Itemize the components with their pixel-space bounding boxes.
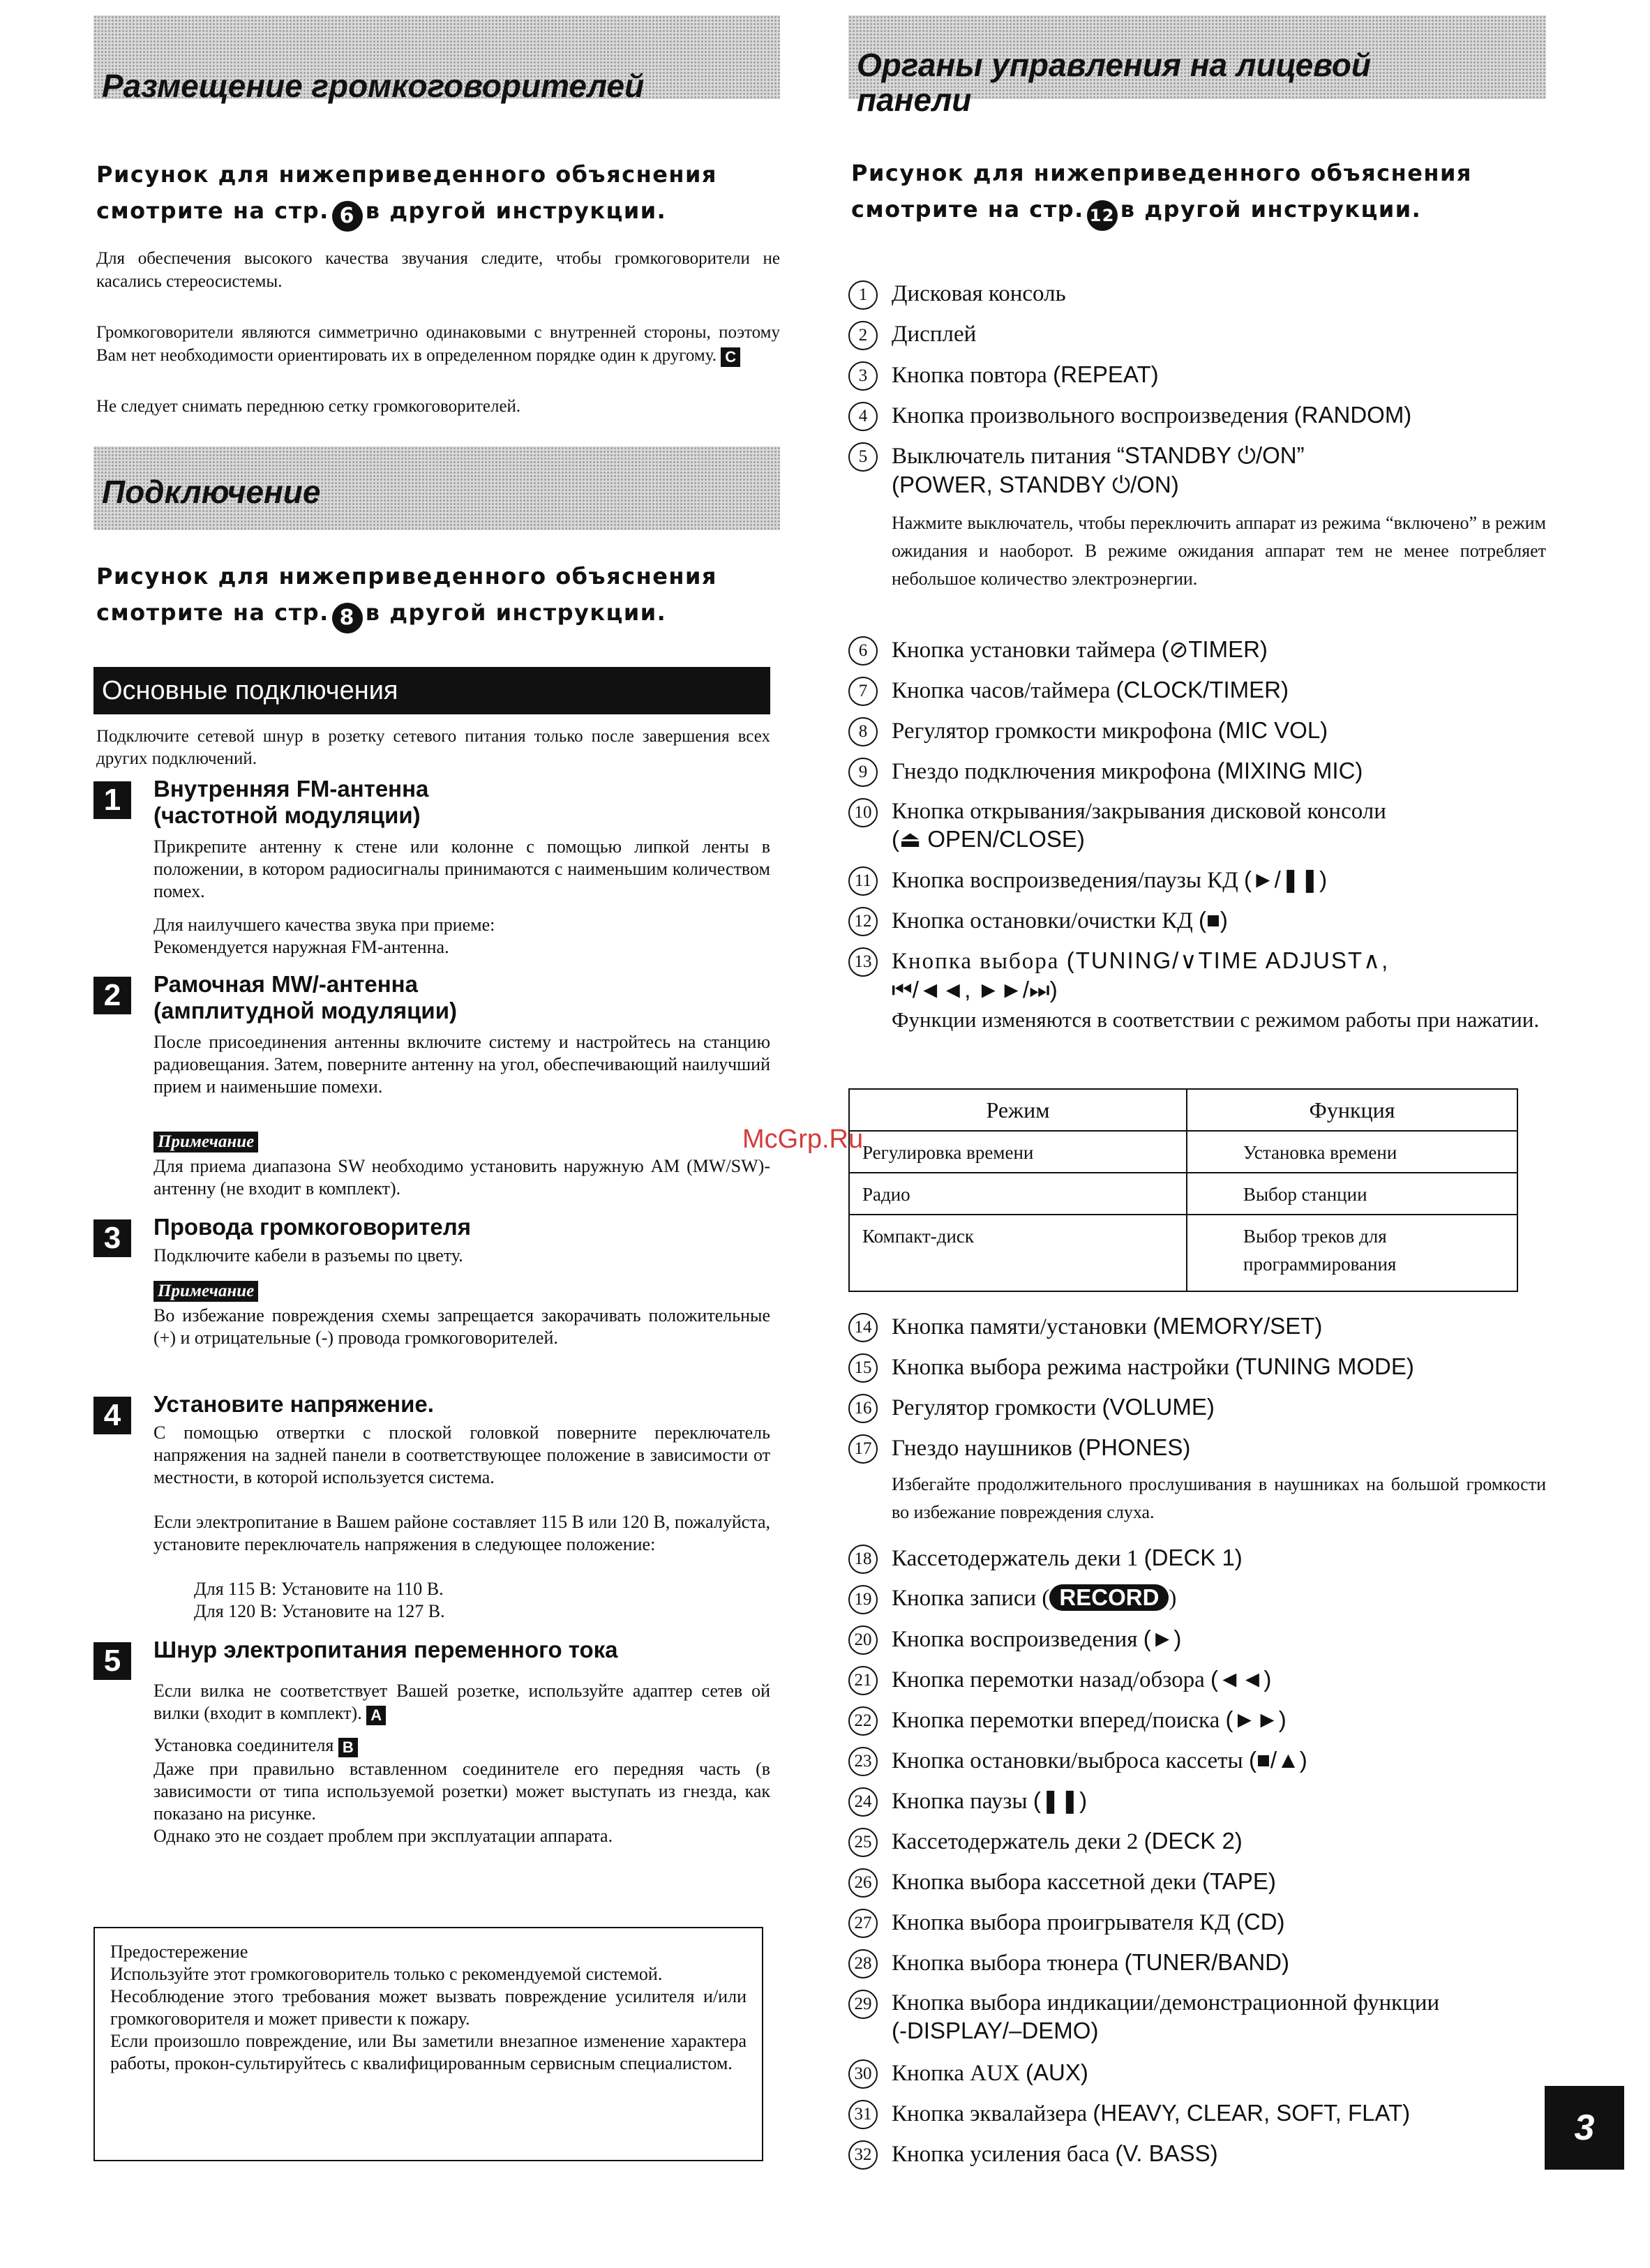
step-body: Прикрепите антенну к стене или колонне с помощью липкой ленты в положении, в котором радиосигналы принимаются с наименьшим количеством помех. xyxy=(153,836,770,901)
item-label-en: (CLOCK/TIMER) xyxy=(1116,677,1289,703)
item-number: 20 xyxy=(848,1625,878,1655)
section-heading-controls xyxy=(848,15,1546,118)
item-number: 26 xyxy=(848,1868,878,1898)
lead-line: Рисунок для нижеприведенного объяснения xyxy=(96,161,717,188)
step-title: Установите напряжение. xyxy=(153,1391,434,1417)
item-label xyxy=(892,946,1546,976)
item-number: 9 xyxy=(848,758,878,787)
control-item xyxy=(848,797,1546,859)
step-title: Провода громкоговорителя xyxy=(153,1214,472,1240)
item-label-en: (►/❚❚) xyxy=(1244,866,1328,892)
item-label-ru: Кнопка памяти/установки xyxy=(892,1314,1147,1339)
page-number-badge: 12 xyxy=(1087,200,1118,231)
warning-box xyxy=(93,1927,763,2161)
item-label-ru: Кнопка произвольного воспроизведения xyxy=(892,403,1289,428)
item-label-en: (►) xyxy=(1143,1625,1182,1651)
item-label-en: (DECK 2) xyxy=(1143,1828,1243,1854)
figure-reference xyxy=(96,558,787,633)
item-label-ru: Кнопка эквалайзера xyxy=(892,2101,1088,2126)
item-label-ru: Кнопка установки таймера xyxy=(892,638,1156,663)
item-number: 31 xyxy=(848,2100,878,2129)
item-label xyxy=(892,1826,1546,1856)
item-label-en: (CD) xyxy=(1236,1909,1285,1935)
table-row xyxy=(849,1173,1517,1215)
control-item xyxy=(848,1312,1546,1345)
mode-function-table xyxy=(848,1088,1518,1292)
control-item xyxy=(848,1705,1546,1738)
item-label-ru: Кнопка паузы xyxy=(892,1789,1028,1814)
control-item xyxy=(848,2058,1546,2091)
control-item xyxy=(848,1352,1546,1385)
table-header: Функция xyxy=(1187,1089,1517,1131)
step-4 xyxy=(93,1391,770,1621)
item-label xyxy=(892,865,1546,895)
item-label xyxy=(892,360,1546,390)
item-number: 22 xyxy=(848,1706,878,1736)
item-label xyxy=(892,675,1546,705)
item-label-en: (TUNING MODE) xyxy=(1235,1353,1414,1379)
warning-text: Несоблюдение этого требования может вызвать повреждение усилителя и/или громкоговорителя и может привести к пожару. xyxy=(110,1986,747,2029)
item-label-ru: Кнопка усиления баса xyxy=(892,2142,1110,2167)
item-label-en: (⊘TIMER) xyxy=(1161,636,1268,662)
item-label-ru: Кнопка воспроизведения/паузы КД xyxy=(892,868,1238,893)
step-body xyxy=(153,1680,770,1725)
section-title: Органы управления на лицевой панели xyxy=(857,47,1371,118)
step-body: Даже при правильно вставленном соединителе его передняя часть (в зависимости от типа используемой розетки) может выступать из гнезда, как показано на рисунке. xyxy=(153,1759,770,1824)
control-item xyxy=(848,1543,1546,1577)
lead-text: смотрите на стр. xyxy=(851,196,1084,223)
step-body: Однако это не создает проблем при эксплуатации аппарата. xyxy=(153,1826,613,1846)
step-title: Рамочная MW/-антенна (амплитудной модуляции) xyxy=(153,971,457,1023)
table-row xyxy=(849,1215,1517,1291)
lead-text: в другой инструкции. xyxy=(1120,196,1422,223)
item-label xyxy=(892,1352,1546,1382)
item-label-en: (AUX) xyxy=(1026,2059,1088,2085)
item-label-en: (TUNER/BAND) xyxy=(1124,1949,1289,1975)
control-item xyxy=(848,279,1546,313)
paragraph: Подключите сетевой шнур в розетку сетевого питания только после завершения всех других подключений. xyxy=(96,727,770,768)
item-label-ru: Кнопка записи xyxy=(892,1586,1037,1611)
paragraph-text: Громкоговорители являются симметрично одинаковыми с внутренней стороны, поэтому Вам нет необходимости ориентировать их в определенном порядке один к другому. xyxy=(96,323,780,365)
step-note: Для приема диапазона SW необходимо установить наружную AM (MW/SW)-антенну (не входит в комплект). xyxy=(153,1156,770,1199)
item-label-ru: Кнопка AUX xyxy=(892,2061,1020,2086)
item-label-ru: Кассетодержатель деки 2 xyxy=(892,1829,1139,1854)
item-label: Кнопка открывания/закрывания дисковой консоли xyxy=(892,799,1386,824)
table-cell: Радио xyxy=(849,1173,1187,1215)
item-number: 5 xyxy=(848,442,878,472)
control-item xyxy=(848,1907,1546,1941)
item-label-en: (◄◄) xyxy=(1210,1666,1272,1692)
item-label xyxy=(892,1705,1546,1735)
control-item xyxy=(848,320,1546,353)
step-2 xyxy=(93,971,770,1201)
item-label-ru: Кнопка перемотки вперед/поиска xyxy=(892,1708,1220,1733)
item-label-ru: Кнопка остановки/выброса кассеты xyxy=(892,1748,1243,1773)
warning-text: Если произошло повреждение, или Вы заметили внезапное изменение характера работы, прокон-сультируйтесь с квалифицированным сервисным специалистом. xyxy=(110,2031,747,2073)
item-label-en: “STANDBY ⏻/ON” xyxy=(1116,442,1305,468)
item-label-en: (PHONES) xyxy=(1078,1434,1191,1460)
item-number: 13 xyxy=(848,947,878,977)
item-number: 11 xyxy=(848,866,878,896)
control-item xyxy=(848,1665,1546,1698)
item-label-ru: Регулятор громкости xyxy=(892,1395,1097,1420)
table-cell: Компакт-диск xyxy=(849,1215,1187,1291)
item-number: 8 xyxy=(848,717,878,746)
item-label-ru: Регулятор громкости микрофона xyxy=(892,719,1213,744)
item-label-en: (■/▲) xyxy=(1248,1747,1307,1773)
item-label-ru: Кассетодержатель деки 1 xyxy=(892,1546,1139,1571)
item-label-ru: Кнопка выбора проигрывателя КД xyxy=(892,1910,1231,1935)
control-item xyxy=(848,675,1546,709)
item-label-ru: Гнездо наушников xyxy=(892,1436,1072,1461)
control-item xyxy=(848,716,1546,749)
control-item xyxy=(848,1392,1546,1426)
step-number: 3 xyxy=(93,1219,131,1257)
item-label xyxy=(892,1907,1546,1937)
table-header: Режим xyxy=(849,1089,1187,1131)
lead-line: Рисунок для нижеприведенного объяснения xyxy=(96,563,717,589)
step-sub xyxy=(153,1734,770,1757)
warning-title: Предостережение xyxy=(110,1942,248,1962)
lead-text: в другой инструкции. xyxy=(365,197,667,224)
item-label-ru: Гнездо подключения микрофона xyxy=(892,759,1212,784)
item-label xyxy=(892,1392,1546,1422)
control-item xyxy=(848,946,1546,1065)
item-number: 14 xyxy=(848,1313,878,1342)
item-number: 30 xyxy=(848,2059,878,2089)
control-item xyxy=(848,1624,1546,1658)
item-label-ru: Кнопка выбора тюнера xyxy=(892,1951,1119,1976)
lead-text: смотрите на стр. xyxy=(96,197,329,224)
control-item xyxy=(848,2098,1546,2132)
lead-line xyxy=(96,193,787,232)
item-label xyxy=(892,2139,1546,2169)
page-number-badge: 8 xyxy=(332,603,363,633)
item-label xyxy=(892,1745,1546,1775)
control-item xyxy=(848,400,1546,434)
lead-text: смотрите на стр. xyxy=(96,599,329,626)
control-item xyxy=(848,906,1546,939)
item-number: 27 xyxy=(848,1909,878,1938)
table-row xyxy=(849,1131,1517,1173)
page-number: 3 xyxy=(1545,2086,1624,2170)
basic-connections-bar: Основные подключения xyxy=(93,667,770,714)
item-label xyxy=(892,400,1546,430)
control-item xyxy=(848,635,1546,668)
lead-text: в другой инструкции. xyxy=(365,599,667,626)
item-label xyxy=(892,756,1546,786)
item-label-en: (MIC VOL) xyxy=(1217,717,1328,743)
figure-ref-badge: B xyxy=(338,1738,358,1757)
item-number: 18 xyxy=(848,1545,878,1574)
control-item xyxy=(848,1584,1546,1617)
item-number: 23 xyxy=(848,1747,878,1776)
item-label-en: (REPEAT) xyxy=(1053,361,1159,387)
item-label xyxy=(892,1948,1546,1978)
item-label-en: (TAPE) xyxy=(1202,1868,1276,1894)
item-description: Функции изменяются в соответствии с режимом работы при нажатии. xyxy=(892,1007,1540,1032)
paragraph: Не следует снимать переднюю сетку громкоговорителей. xyxy=(96,397,521,416)
item-number: 21 xyxy=(848,1666,878,1695)
item-label-ru: Кнопка перемотки назад/обзора xyxy=(892,1667,1205,1692)
step-title: Внутренняя FM-антенна (частотной модуляции) xyxy=(153,776,429,828)
item-number: 25 xyxy=(848,1828,878,1857)
note-label: Примечание xyxy=(153,1281,258,1302)
item-label-en: (POWER, STANDBY ⏻/ON) xyxy=(892,472,1179,497)
item-number: 24 xyxy=(848,1787,878,1817)
item-label-en: (MIXING MIC) xyxy=(1217,758,1363,783)
item-description: Избегайте продолжительного прослушивания в наушниках на большой громкости во избежание повреждения слуха. xyxy=(892,1474,1546,1522)
item-label-en: (TUNING/∨TIME ADJUST∧, xyxy=(1066,947,1390,973)
step-sub-text: Установка соединителя xyxy=(153,1735,334,1755)
page-number-badge: 6 xyxy=(332,201,363,232)
item-label xyxy=(892,1786,1546,1816)
voltage-line: Для 115 В: Установите на 110 В. xyxy=(194,1579,444,1599)
item-label-ru: Кнопка выбора кассетной деки xyxy=(892,1870,1197,1895)
figure-reference xyxy=(96,156,787,232)
item-number: 28 xyxy=(848,1949,878,1978)
item-label xyxy=(892,2098,1546,2128)
step-extra: Рекомендуется наружная FM-антенна. xyxy=(153,937,449,957)
step-body: После присоединения антенны включите систему и настройтесь на станцию радиовещания. Затем, поверните антенну на угол, обеспечивающий наилучший прием и наименьшие помехи. xyxy=(153,1032,770,1097)
control-item xyxy=(848,756,1546,790)
item-label: Кнопка выбора индикации/демонстрационной функции xyxy=(892,1990,1440,2015)
item-number: 29 xyxy=(848,1990,878,2019)
figure-ref-badge: C xyxy=(721,347,740,367)
item-label xyxy=(892,635,1546,665)
item-number: 19 xyxy=(848,1585,878,1614)
item-description: Нажмите выключатель, чтобы переключить аппарат из режима “включено” в режим ожидания и наоборот. В режиме ожидания аппарат тем не менее потребляет небольшое количество электроэнергии. xyxy=(892,513,1546,589)
item-label xyxy=(892,716,1546,746)
control-item xyxy=(848,1826,1546,1860)
section-title: Подключение xyxy=(102,474,321,510)
item-label-ru: Кнопка выбора режима настройки xyxy=(892,1355,1229,1380)
control-item xyxy=(848,1867,1546,1900)
item-number: 3 xyxy=(848,361,878,391)
item-number: 1 xyxy=(848,280,878,310)
item-number: 17 xyxy=(848,1434,878,1464)
paragraph: Для обеспечения высокого качества звучания следите, чтобы громкоговорители не касались стереосистемы. xyxy=(96,249,780,291)
voltage-line: Для 120 В: Установите на 127 В. xyxy=(194,1601,445,1621)
control-item xyxy=(848,1948,1546,1981)
record-badge: RECORD xyxy=(1049,1584,1169,1611)
section-heading-speaker-placement xyxy=(93,15,780,104)
item-number: 7 xyxy=(848,677,878,706)
item-label-en: (❚❚) xyxy=(1033,1787,1088,1813)
table-cell: Регулировка времени xyxy=(849,1131,1187,1173)
item-number: 2 xyxy=(848,321,878,350)
control-item xyxy=(848,865,1546,899)
item-label-ru: Кнопка повтора xyxy=(892,363,1047,388)
step-body-text: Если вилка не соответствует Вашей розетке, используйте адаптер сетев ой вилки (входит в комплект). xyxy=(153,1681,770,1723)
item-label-ru: Кнопка выбора xyxy=(892,949,1060,974)
item-label xyxy=(892,2058,1546,2088)
item-label-ru: Кнопка воспроизведения xyxy=(892,1627,1138,1652)
control-item xyxy=(848,1433,1546,1538)
item-label xyxy=(892,1665,1546,1695)
table-cell: Выбор треков для программирования xyxy=(1187,1215,1517,1291)
item-label-en: (MEMORY/SET) xyxy=(1153,1313,1323,1339)
item-label-en: (⏏ OPEN/CLOSE) xyxy=(892,826,1085,852)
watermark: McGrp.Ru xyxy=(742,1125,864,1154)
item-label xyxy=(892,1867,1546,1897)
step-number: 5 xyxy=(93,1642,131,1680)
item-number: 32 xyxy=(848,2140,878,2170)
item-number: 12 xyxy=(848,907,878,936)
figure-reference xyxy=(851,155,1549,231)
figure-ref-badge: A xyxy=(366,1706,386,1725)
item-label xyxy=(892,279,1546,308)
lead-line xyxy=(96,594,787,633)
section-title: Размещение громкоговорителей xyxy=(102,68,645,104)
table-header-row xyxy=(849,1089,1517,1131)
item-label-en: (■) xyxy=(1199,907,1228,933)
step-5 xyxy=(93,1637,770,1867)
step-body: С помощью отвертки с плоской головкой поверните переключатель напряжения на задней панели в соответствующее положение в зависимости от местности, в которой используется система. xyxy=(153,1422,770,1487)
item-number: 6 xyxy=(848,636,878,666)
step-extra: Для наилучшего качества звука при приеме: xyxy=(153,915,495,935)
item-label xyxy=(892,906,1546,936)
item-number: 15 xyxy=(848,1353,878,1383)
warning-text: Используйте этот громкоговоритель только с рекомендуемой системой. xyxy=(110,1964,663,1984)
item-label xyxy=(892,1433,1546,1463)
item-label xyxy=(892,320,1546,349)
control-item xyxy=(848,360,1546,393)
item-label-ru: Дисковая консоль xyxy=(892,281,1066,306)
item-label-en: (-DISPLAY/–DEMO) xyxy=(892,2018,1099,2043)
lead-line xyxy=(851,191,1549,231)
step-title: Шнур электропитания переменного тока xyxy=(153,1637,618,1662)
table-cell: Установка времени xyxy=(1187,1131,1517,1173)
step-3 xyxy=(93,1214,770,1388)
section-heading-connection xyxy=(93,446,780,530)
item-label-ru: Кнопка часов/таймера xyxy=(892,678,1111,703)
item-label-en: (DECK 1) xyxy=(1143,1545,1243,1570)
item-label-en: (HEAVY, CLEAR, SOFT, FLAT) xyxy=(1093,2100,1411,2126)
step-number: 1 xyxy=(93,781,131,819)
table-cell: Выбор станции xyxy=(1187,1173,1517,1215)
item-label-ru: Кнопка остановки/очистки КД xyxy=(892,908,1193,933)
control-item xyxy=(848,2139,1546,2172)
step-note: Во избежание повреждения схемы запрещается закорачивать положительные (+) и отрицательные (-) провода громкоговорителей. xyxy=(153,1305,770,1348)
item-label-en: (V. BASS) xyxy=(1115,2140,1218,2166)
paragraph xyxy=(96,321,780,367)
item-label xyxy=(892,1624,1546,1654)
control-item xyxy=(848,1786,1546,1819)
item-label xyxy=(892,1312,1546,1342)
item-label-en: ⏮/◄◄, ►►/⏭) xyxy=(892,977,1058,1002)
item-label-en: (RANDOM) xyxy=(1293,402,1412,428)
control-item xyxy=(848,1988,1546,2051)
item-label xyxy=(892,441,1546,471)
item-number: 10 xyxy=(848,798,878,827)
item-label-en: (VOLUME) xyxy=(1102,1394,1215,1420)
control-item xyxy=(848,441,1546,622)
item-label-ru: Дисплей xyxy=(892,322,977,347)
item-number: 4 xyxy=(848,402,878,431)
item-number: 16 xyxy=(848,1394,878,1423)
item-label-en: (►►) xyxy=(1225,1706,1287,1732)
step-body: Подключите кабели в разъемы по цвету. xyxy=(153,1245,463,1266)
note-label-row xyxy=(153,1279,770,1302)
step-body: Если электропитание в Вашем районе составляет 115 В или 120 В, пожалуйста, установите переключатель напряжения в следующее положение: xyxy=(153,1512,770,1554)
control-item xyxy=(848,1745,1546,1779)
item-label: Кнопка записи ( RECORD ) xyxy=(892,1584,1177,1611)
item-label xyxy=(892,1543,1546,1573)
note-label-row xyxy=(153,1130,770,1152)
step-1 xyxy=(93,776,770,971)
step-number: 2 xyxy=(93,977,131,1014)
note-label: Примечание xyxy=(153,1132,258,1152)
step-number: 4 xyxy=(93,1397,131,1434)
item-label-ru: Выключатель питания xyxy=(892,444,1111,469)
lead-line: Рисунок для нижеприведенного объяснения xyxy=(851,160,1472,186)
